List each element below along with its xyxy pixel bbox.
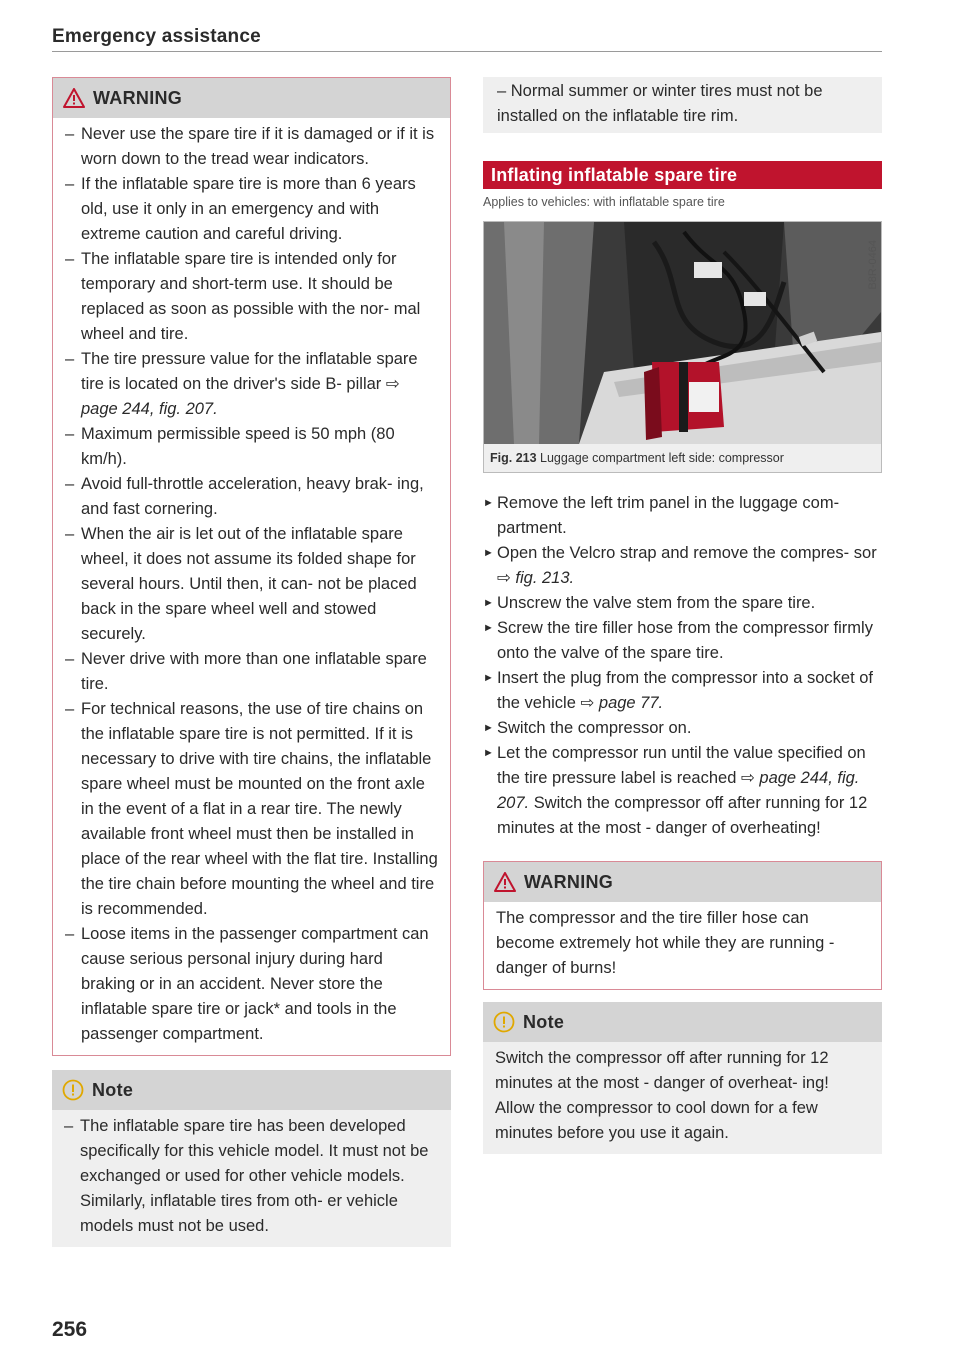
step-item: ► Switch the compressor on.	[483, 719, 692, 737]
list-item: – The tire pressure value for the inflatable spare tire is located on the driver's side B- pillar ⇨ page 244, fig. 207.	[65, 350, 418, 418]
list-item: – Never use the spare tire if it is damaged or if it is worn down to the tread wear indicators.	[65, 125, 435, 168]
note-exclamation-icon	[62, 1079, 84, 1101]
intro-note: – Normal summer or winter tires must not be installed on the inflatable tire rim.	[483, 77, 882, 133]
figure-213	[483, 221, 882, 473]
note-title: Note	[523, 1011, 565, 1032]
figure-caption-text: Luggage compartment left side: compressor	[540, 451, 784, 465]
list-item: – Avoid full-throttle acceleration, heavy brak- ing, and fast cornering.	[65, 475, 424, 518]
note-title: Note	[92, 1079, 134, 1100]
warning-triangle-icon	[494, 872, 516, 892]
step-item: ► Insert the plug from the compressor into a socket of the vehicle ⇨ page 77.	[483, 669, 874, 712]
warning-body	[53, 118, 450, 1055]
step-item: ► Let the compressor run until the value specified on the tire pressure label is reached ⇨ page 244, fig. 207. Switch the compressor off after running for 12 minutes at the most - danger of overheating!	[483, 744, 868, 837]
luggage-compressor-illustration	[484, 222, 881, 444]
list-item: – Never drive with more than one inflatable spare tire.	[65, 650, 427, 693]
list-item: – The inflatable spare tire is intended only for temporary and short-term use. It should be replaced as soon as possible with the nor- mal wheel and tire.	[65, 250, 421, 343]
step-item: ► Unscrew the valve stem from the spare tire.	[483, 594, 816, 612]
applies-to-text: Applies to vehicles: with inflatable spare tire	[483, 195, 725, 209]
figure-caption	[484, 444, 881, 472]
note-box	[483, 1002, 882, 1154]
note-box	[52, 1070, 451, 1247]
warning-triangle-icon	[63, 88, 85, 108]
step-item: ► Remove the left trim panel in the luggage com- partment.	[483, 494, 840, 537]
list-item: – When the air is let out of the inflatable spare wheel, it does not assume its folded shape for several hours. Until then, it can- not be placed back in the spare wheel well and stowed securely.	[65, 525, 417, 643]
list-item: – Maximum permissible speed is 50 mph (80 km/h).	[65, 425, 395, 468]
page-reference-link[interactable]: ⇨ page 77.	[580, 694, 664, 712]
warning-header	[484, 862, 881, 902]
page-reference-link[interactable]: ⇨ page 244, fig. 207.	[497, 769, 860, 812]
warning-box	[483, 861, 882, 990]
warning-header	[53, 78, 450, 118]
note-header	[483, 1002, 882, 1042]
note-exclamation-icon	[493, 1011, 515, 1033]
page-header-title: Emergency assistance	[52, 26, 261, 47]
warning-body: The compressor and the tire filler hose can become extremely hot while they are running - danger of burns!	[484, 902, 881, 989]
page-reference-link[interactable]: ⇨ page 244, fig. 207.	[81, 375, 400, 418]
warning-box	[52, 77, 451, 1056]
section-title: Inflating inflatable spare tire	[483, 161, 882, 189]
instruction-steps	[483, 491, 882, 841]
step-item: ► Open the Velcro strap and remove the compres- sor ⇨ fig. 213.	[483, 544, 877, 587]
warning-list	[65, 122, 438, 1047]
list-item: – The inflatable spare tire has been developed specifically for this vehicle model. It must not be exchanged or used for other vehicle models. Similarly, inflatable tires from oth- er vehicle models must not be used.	[64, 1117, 429, 1235]
left-column	[52, 77, 451, 1247]
step-item: ► Screw the tire filler hose from the compressor firmly onto the valve of the spare tire.	[483, 619, 873, 662]
page-number: 256	[52, 1318, 88, 1341]
figure-label: Fig. 213	[490, 451, 537, 465]
right-column	[483, 77, 882, 1154]
list-item: – For technical reasons, the use of tire chains on the inflatable spare tire is not permitted. If it is necessary to drive with tire chains, the inflatable spare wheel must be mounted on the front axle in the event of a flat in a rear tire. The newly available front wheel must then be installed in place of the rear wheel with the flat tire. Installing the tire chain before mounting the wheel and tire is recommended.	[65, 700, 438, 918]
warning-title: WARNING	[93, 87, 183, 108]
note-list	[64, 1114, 439, 1239]
note-body: Switch the compressor off after running for 12 minutes at the most - danger of overheat- ing! Allow the compressor to cool down for a few minutes before you use it again.	[483, 1042, 882, 1154]
list-item: – If the inflatable spare tire is more than 6 years old, use it only in an emergency and with extreme caution and careful driving.	[65, 175, 416, 243]
header-divider	[52, 51, 882, 52]
note-header	[52, 1070, 451, 1110]
figure-code: B8R-0464	[867, 240, 879, 290]
warning-title: WARNING	[524, 871, 614, 892]
list-item: – Loose items in the passenger compartment can cause serious personal injury during hard braking or in an accident. Never store the inflatable spare tire or jack* and tools in the passenger compartment.	[65, 925, 429, 1043]
figure-reference-link[interactable]: ⇨ fig. 213.	[497, 569, 575, 587]
note-body	[52, 1110, 451, 1247]
